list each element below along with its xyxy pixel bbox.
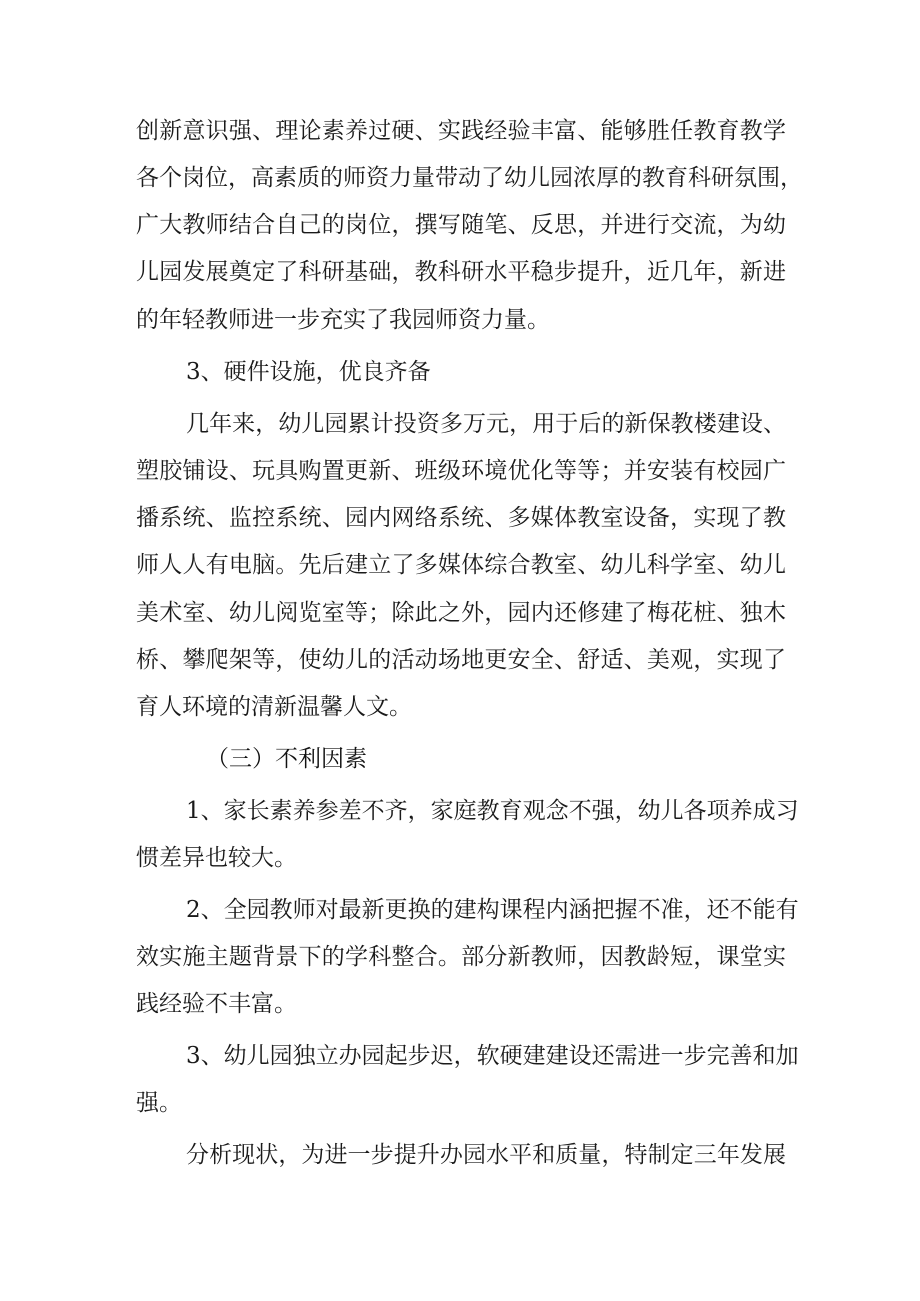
paragraph-line: 师人人有电脑。先后建立了多媒体综合教室、幼儿科学室、幼儿 <box>136 552 786 578</box>
subsection-heading: 3、硬件设施，优良齐备 <box>186 359 431 385</box>
paragraph-line: 2、全园教师对最新更换的建构课程内涵把握不准，还不能有 <box>186 897 799 923</box>
paragraph-line: 创新意识强、理论素养过硬、实践经验丰富、能够胜任教育教学 <box>136 118 786 144</box>
paragraph-line: 美术室、幼儿阅览室等；除此之外，园内还修建了梅花桩、独木 <box>136 600 786 626</box>
paragraph-line: 强。 <box>136 1090 182 1116</box>
paragraph-line: 育人环境的清新温馨人文。 <box>136 694 412 720</box>
paragraph-line: 践经验不丰富。 <box>136 991 297 1017</box>
paragraph-line: 效实施主题背景下的学科整合。部分新教师，因教龄短，课堂实 <box>136 944 786 970</box>
paragraph-line: 播系统、监控系统、园内网络系统、多媒体教室设备，实现了教 <box>136 505 786 531</box>
paragraph-line: 1、家长素养参差不齐，家庭教育观念不强，幼儿各项养成习 <box>186 798 799 824</box>
paragraph-line: 桥、攀爬架等，使幼儿的活动场地更安全、舒适、美观，实现了 <box>136 647 786 673</box>
paragraph-line: 3、幼儿园独立办园起步迟，软硬建建设还需进一步完善和加 <box>186 1043 799 1069</box>
paragraph-line: 的年轻教师进一步充实了我园师资力量。 <box>136 307 550 333</box>
paragraph-line: 广大教师结合自己的岗位，撰写随笔、反思，并进行交流，为幼 <box>136 212 786 238</box>
paragraph-line: 儿园发展奠定了科研基础，教科研水平稳步提升，近几年，新进 <box>136 259 786 285</box>
section-heading: （三）不利因素 <box>206 746 367 772</box>
paragraph-line: 惯差异也较大。 <box>136 845 297 871</box>
paragraph-line: 各个岗位，高素质的师资力量带动了幼儿园浓厚的教育科研氛围， <box>136 165 803 191</box>
paragraph-line: 几年来，幼儿园累计投资多万元，用于后的新保教楼建设、 <box>186 411 786 437</box>
paragraph-line: 分析现状，为进一步提升办园水平和质量，特制定三年发展 <box>186 1142 786 1168</box>
paragraph-line: 塑胶铺设、玩具购置更新、班级环境优化等等；并安装有校园广 <box>136 458 786 484</box>
